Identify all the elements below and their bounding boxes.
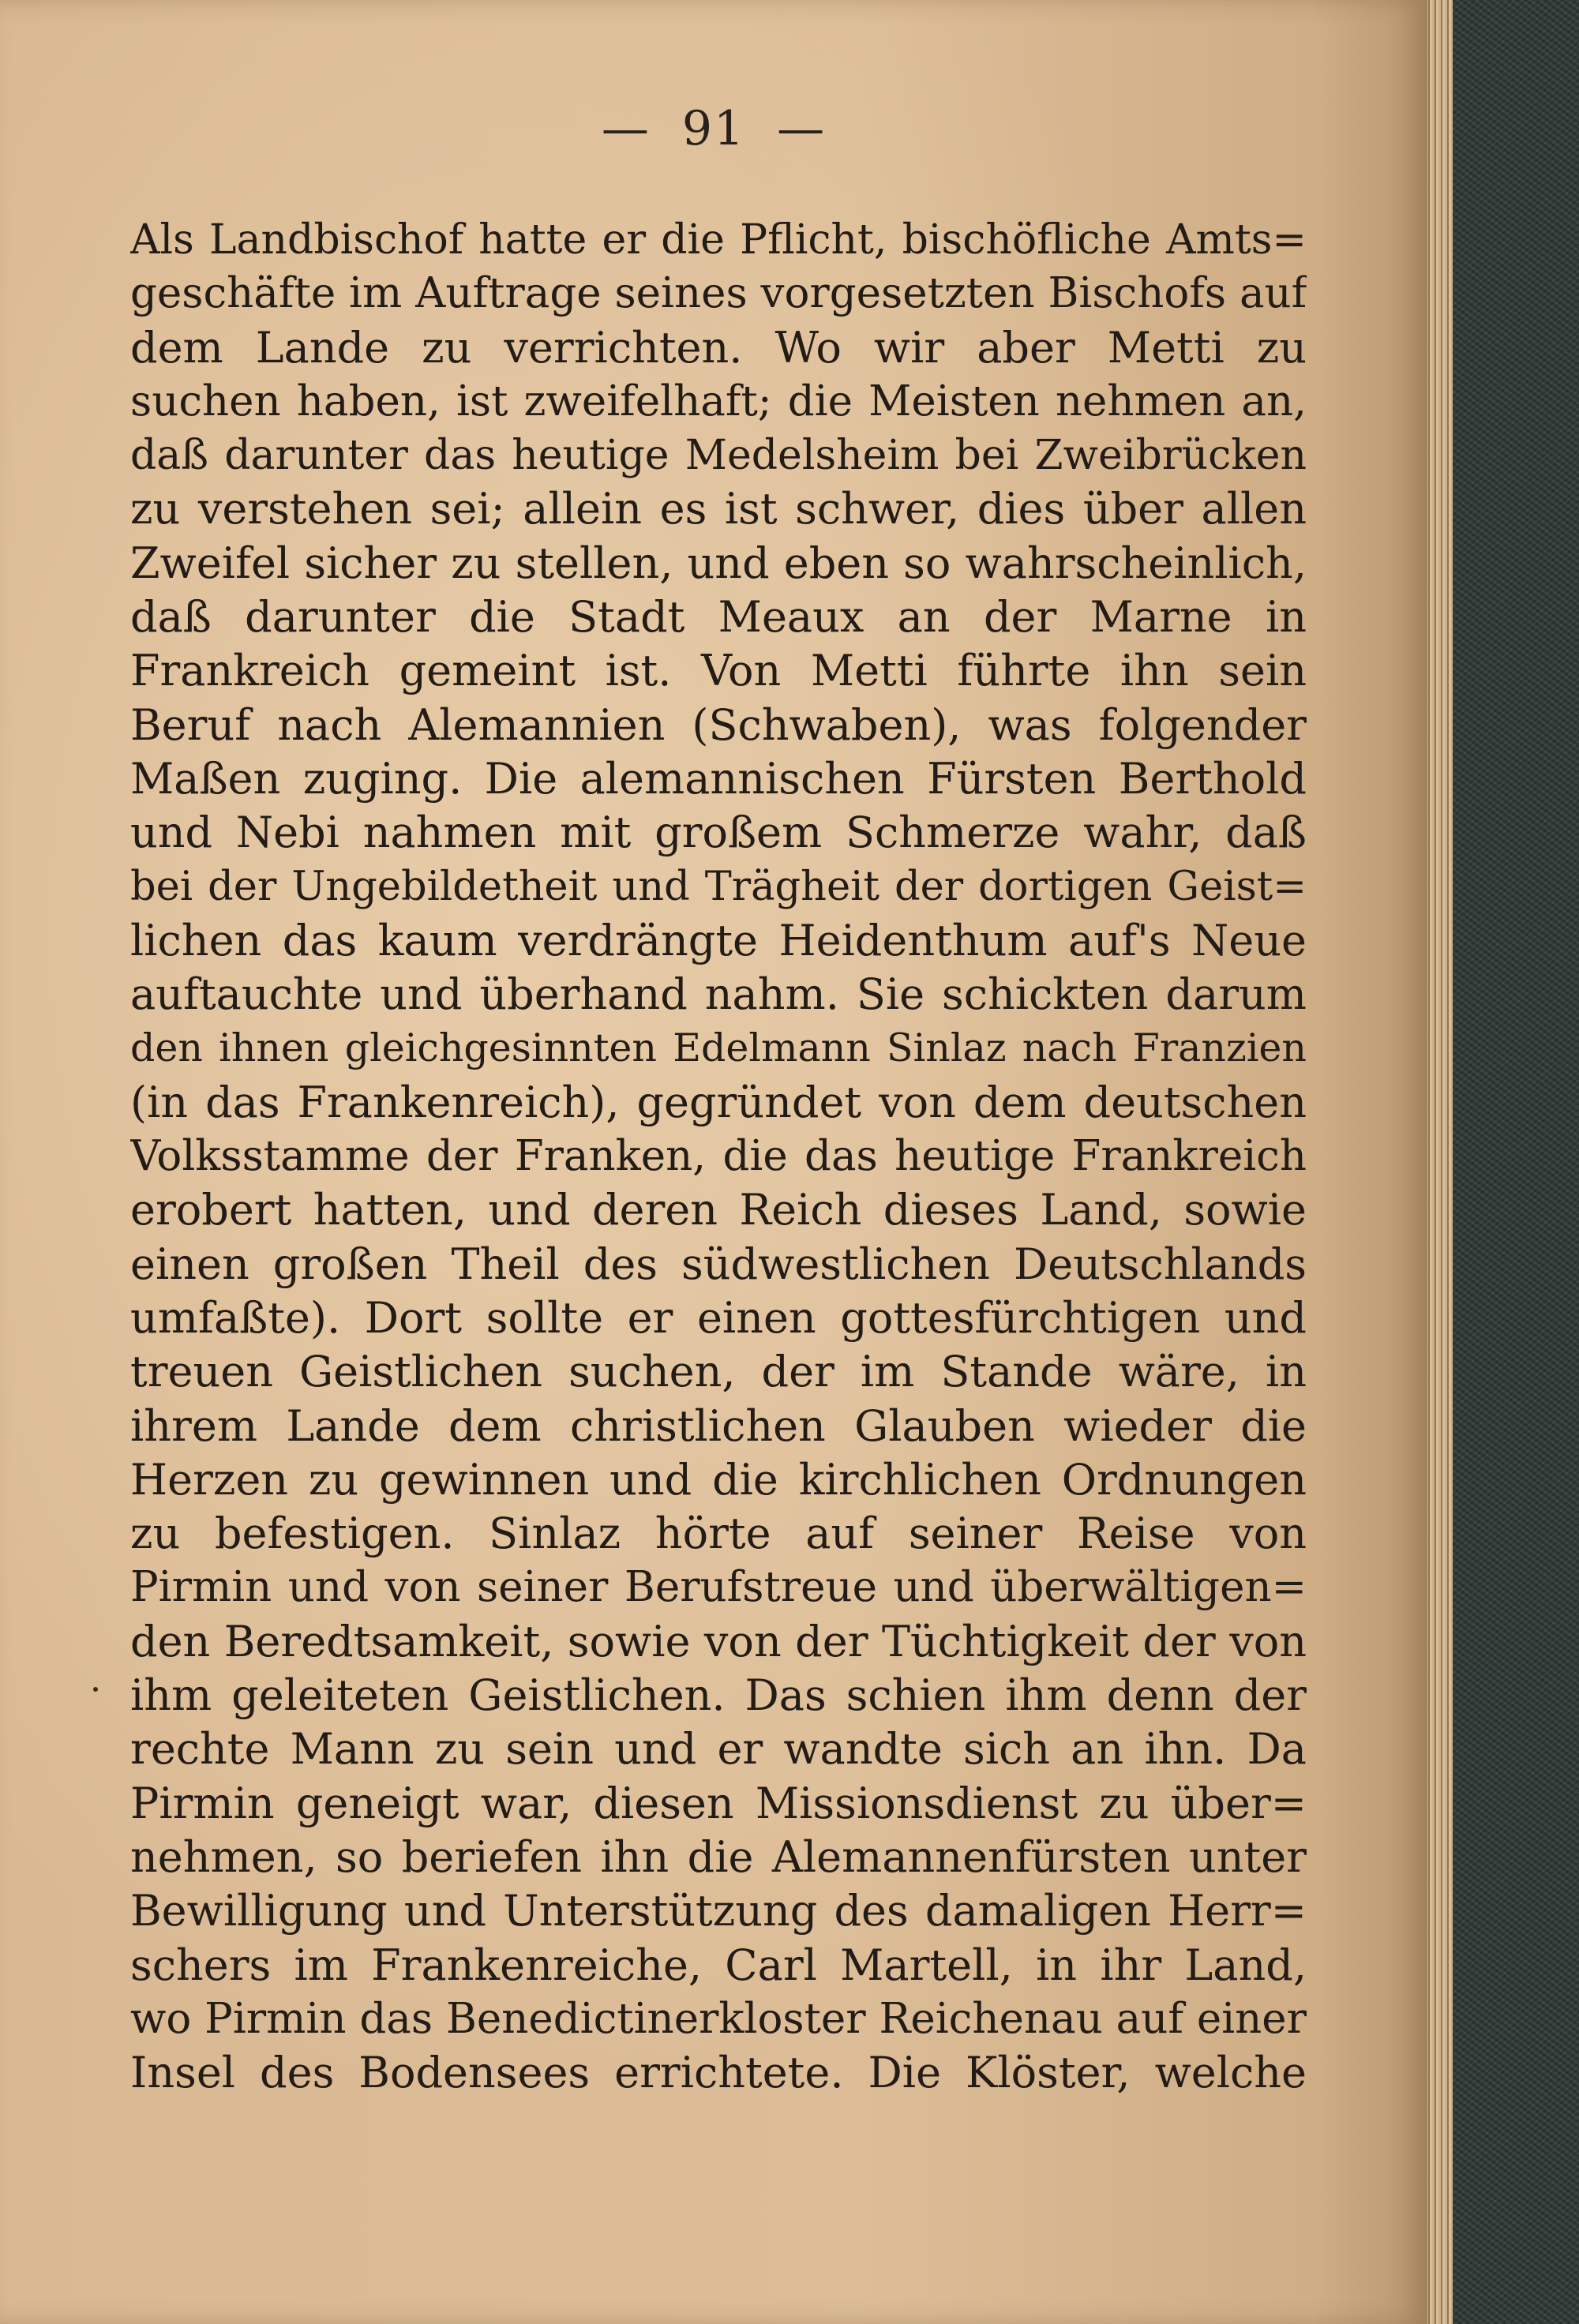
text-line: Maßen zuging. Die alemannischen Fürsten Berthold <box>130 753 1307 804</box>
text-line: ihm geleiteten Geistlichen. Das schien ihm denn der <box>130 1670 1307 1721</box>
text-line: nehmen, so beriefen ihn die Alemannenfürsten unter <box>130 1831 1307 1882</box>
text-line: Insel des Bodensees errichtete. Die Klöster, welche <box>130 2048 1307 2098</box>
text-line: und Nebi nahmen mit großem Schmerze wahr, daß <box>130 808 1307 858</box>
text-line: auftauchte und überhand nahm. Sie schickten darum <box>130 969 1307 1020</box>
text-line: umfaßte). Dort sollte er einen gottesfürchtigen und <box>130 1292 1307 1343</box>
book-cover-board <box>1445 0 1579 2324</box>
text-line: Pirmin und von seiner Berufstreue und überwältigen= <box>130 1563 1307 1612</box>
text-line: bei der Ungebildetheit und Trägheit der dortigen Geist= <box>130 863 1307 910</box>
text-line: Als Landbischof hatte er die Pflicht, bischöfliche Amts= <box>130 216 1307 264</box>
page-header <box>0 101 1427 156</box>
text-line: treuen Geistlichen suchen, der im Stande wäre, in <box>130 1347 1307 1397</box>
text-line: lichen das kaum verdrängte Heidenthum auf's Neue <box>130 915 1307 965</box>
text-line: daß darunter das heutige Medelsheim bei Zweibrücken <box>130 432 1307 480</box>
text-line: einen großen Theil des südwestlichen Deutschlands <box>130 1239 1307 1289</box>
text-line: schers im Frankenreiche, Carl Martell, in ihr Land, <box>130 1940 1307 1990</box>
text-line: wo Pirmin das Benedictinerkloster Reichenau auf einer <box>130 1994 1307 2043</box>
text-line: daß darunter die Stadt Meaux an der Marne in <box>130 592 1307 643</box>
text-line: den ihnen gleichgesinnten Edelmann Sinlaz nach Franzien <box>130 1025 1307 1071</box>
text-line: zu verstehen sei; allein es ist schwer, dies über allen <box>130 484 1307 534</box>
text-line: rechte Mann zu sein und er wandte sich an ihn. Da <box>130 1724 1307 1775</box>
text-line: zu befestigen. Sinlaz hörte auf seiner Reise von <box>130 1509 1307 1559</box>
text-line: Frankreich gemeint ist. Von Metti führte ihn sein <box>130 646 1307 696</box>
text-line: Bewilligung und Unterstützung des damaligen Herr= <box>130 1886 1307 1936</box>
header-dash-left: — <box>601 101 651 156</box>
text-line: Volksstamme der Franken, die das heutige Frankreich <box>130 1132 1307 1181</box>
page-number: 91 <box>681 101 746 156</box>
text-line: den Beredtsamkeit, sowie von der Tüchtigkeit der von <box>130 1616 1307 1666</box>
text-line: suchen haben, ist zweifelhaft; die Meisten nehmen an, <box>130 377 1307 425</box>
header-dash-right: — <box>777 101 827 156</box>
ink-speck <box>93 1687 98 1692</box>
text-line: ihrem Lande dem christlichen Glauben wieder die <box>130 1400 1307 1451</box>
text-line: geschäfte im Auftrage seines vorgesetzten Bischofs auf <box>130 269 1307 318</box>
body-text <box>130 213 1307 2100</box>
text-line: Beruf nach Alemannien (Schwaben), was folgender <box>130 699 1307 750</box>
text-line: Pirmin geneigt war, diesen Missionsdienst zu über= <box>130 1778 1307 1828</box>
text-line: Zweifel sicher zu stellen, und eben so wahrscheinlich, <box>130 538 1307 588</box>
text-line: Herzen zu gewinnen und die kirchlichen Ordnungen <box>130 1454 1307 1505</box>
text-line: erobert hatten, und deren Reich dieses Land, sowie <box>130 1185 1307 1235</box>
text-line: dem Lande zu verrichten. Wo wir aber Metti zu <box>130 322 1307 373</box>
text-line: (in das Frankenreich), gegründet von dem deutschen <box>130 1077 1307 1127</box>
